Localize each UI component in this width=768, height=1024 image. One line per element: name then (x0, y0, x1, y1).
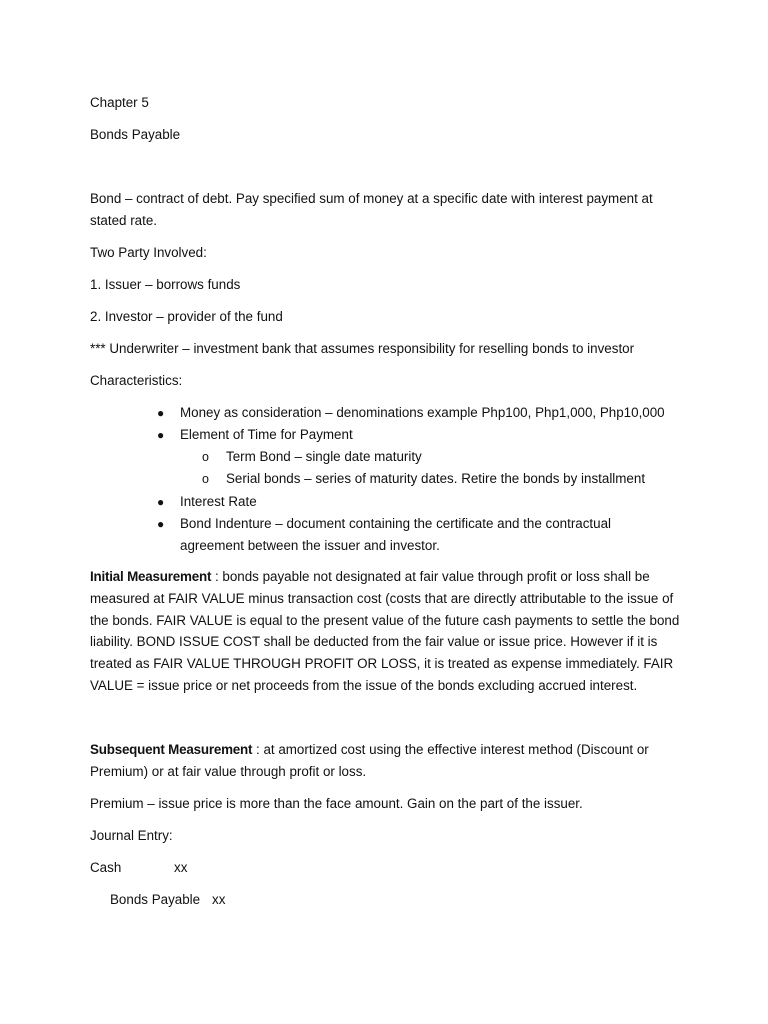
parties-heading: Two Party Involved: (90, 245, 207, 260)
initial-measurement-heading: Initial Measurement (90, 569, 212, 584)
bullet-icon: ● (157, 428, 165, 442)
initial-measurement-text: : bonds payable not designated at fair value through profit or loss shall be measured at FAIR VALUE minus transaction cost (costs that are directly attributable to the issue of the bonds. FAIR VALUE is equal to the present value of the future cash payments to settle the bond liability. BOND ISSUE COST shall be deducted from the fair value or issue price. However if it is treated as FAIR VALUE THROUGH PROFIT OR LOSS, it is treated as expense immediately. FAIR VALUE = issue price or net proceeds from the issue of the bonds excluding accrued interest. (90, 569, 680, 693)
initial-measurement-paragraph (90, 566, 682, 697)
sub-list-item: Term Bond – single date maturity (226, 449, 422, 464)
subsequent-measurement-paragraph (90, 739, 682, 783)
credit-account: Bonds Payable (110, 892, 201, 907)
underwriter-note: *** Underwriter – investment bank that assumes responsibility for reselling bonds to investor (90, 341, 635, 356)
list-item: Element of Time for Payment (180, 427, 353, 442)
subsequent-measurement-heading: Subsequent Measurement (90, 742, 253, 757)
list-item: Interest Rate (180, 494, 257, 509)
debit-amount: xx (174, 860, 188, 875)
premium-definition: Premium – issue price is more than the face amount. Gain on the part of the issuer. (90, 796, 583, 811)
debit-account: Cash (90, 860, 122, 875)
list-item: Bond Indenture – document containing the certificate and the contractual agreement between the issuer and investor. (180, 516, 612, 553)
chapter-label: Chapter 5 (90, 95, 149, 110)
sub-list-item: Serial bonds – series of maturity dates. Retire the bonds by installment (226, 471, 646, 486)
bullet-icon: ● (157, 517, 165, 531)
credit-amount: xx (212, 892, 226, 907)
party-investor: 2. Investor – provider of the fund (90, 309, 283, 324)
sub-bullet-icon: o (202, 450, 209, 464)
sub-bullet-icon: o (202, 472, 209, 486)
list-item: Money as consideration – denominations example Php100, Php1,000, Php10,000 (180, 405, 665, 420)
subsequent-measurement-text: : at amortized cost using the effective interest method (Discount or Premium) or at fair value through profit or loss. (90, 742, 649, 779)
party-issuer: 1. Issuer – borrows funds (90, 277, 241, 292)
journal-entry-heading: Journal Entry: (90, 828, 173, 843)
bullet-icon: ● (157, 495, 165, 509)
bullet-icon: ● (157, 406, 165, 420)
journal-debit-row (90, 857, 390, 879)
bond-definition: Bond – contract of debt. Pay specified sum of money at a specific date with interest payment at stated rate. (90, 191, 653, 228)
document-title: Bonds Payable (90, 127, 181, 142)
characteristics-heading: Characteristics: (90, 373, 183, 388)
